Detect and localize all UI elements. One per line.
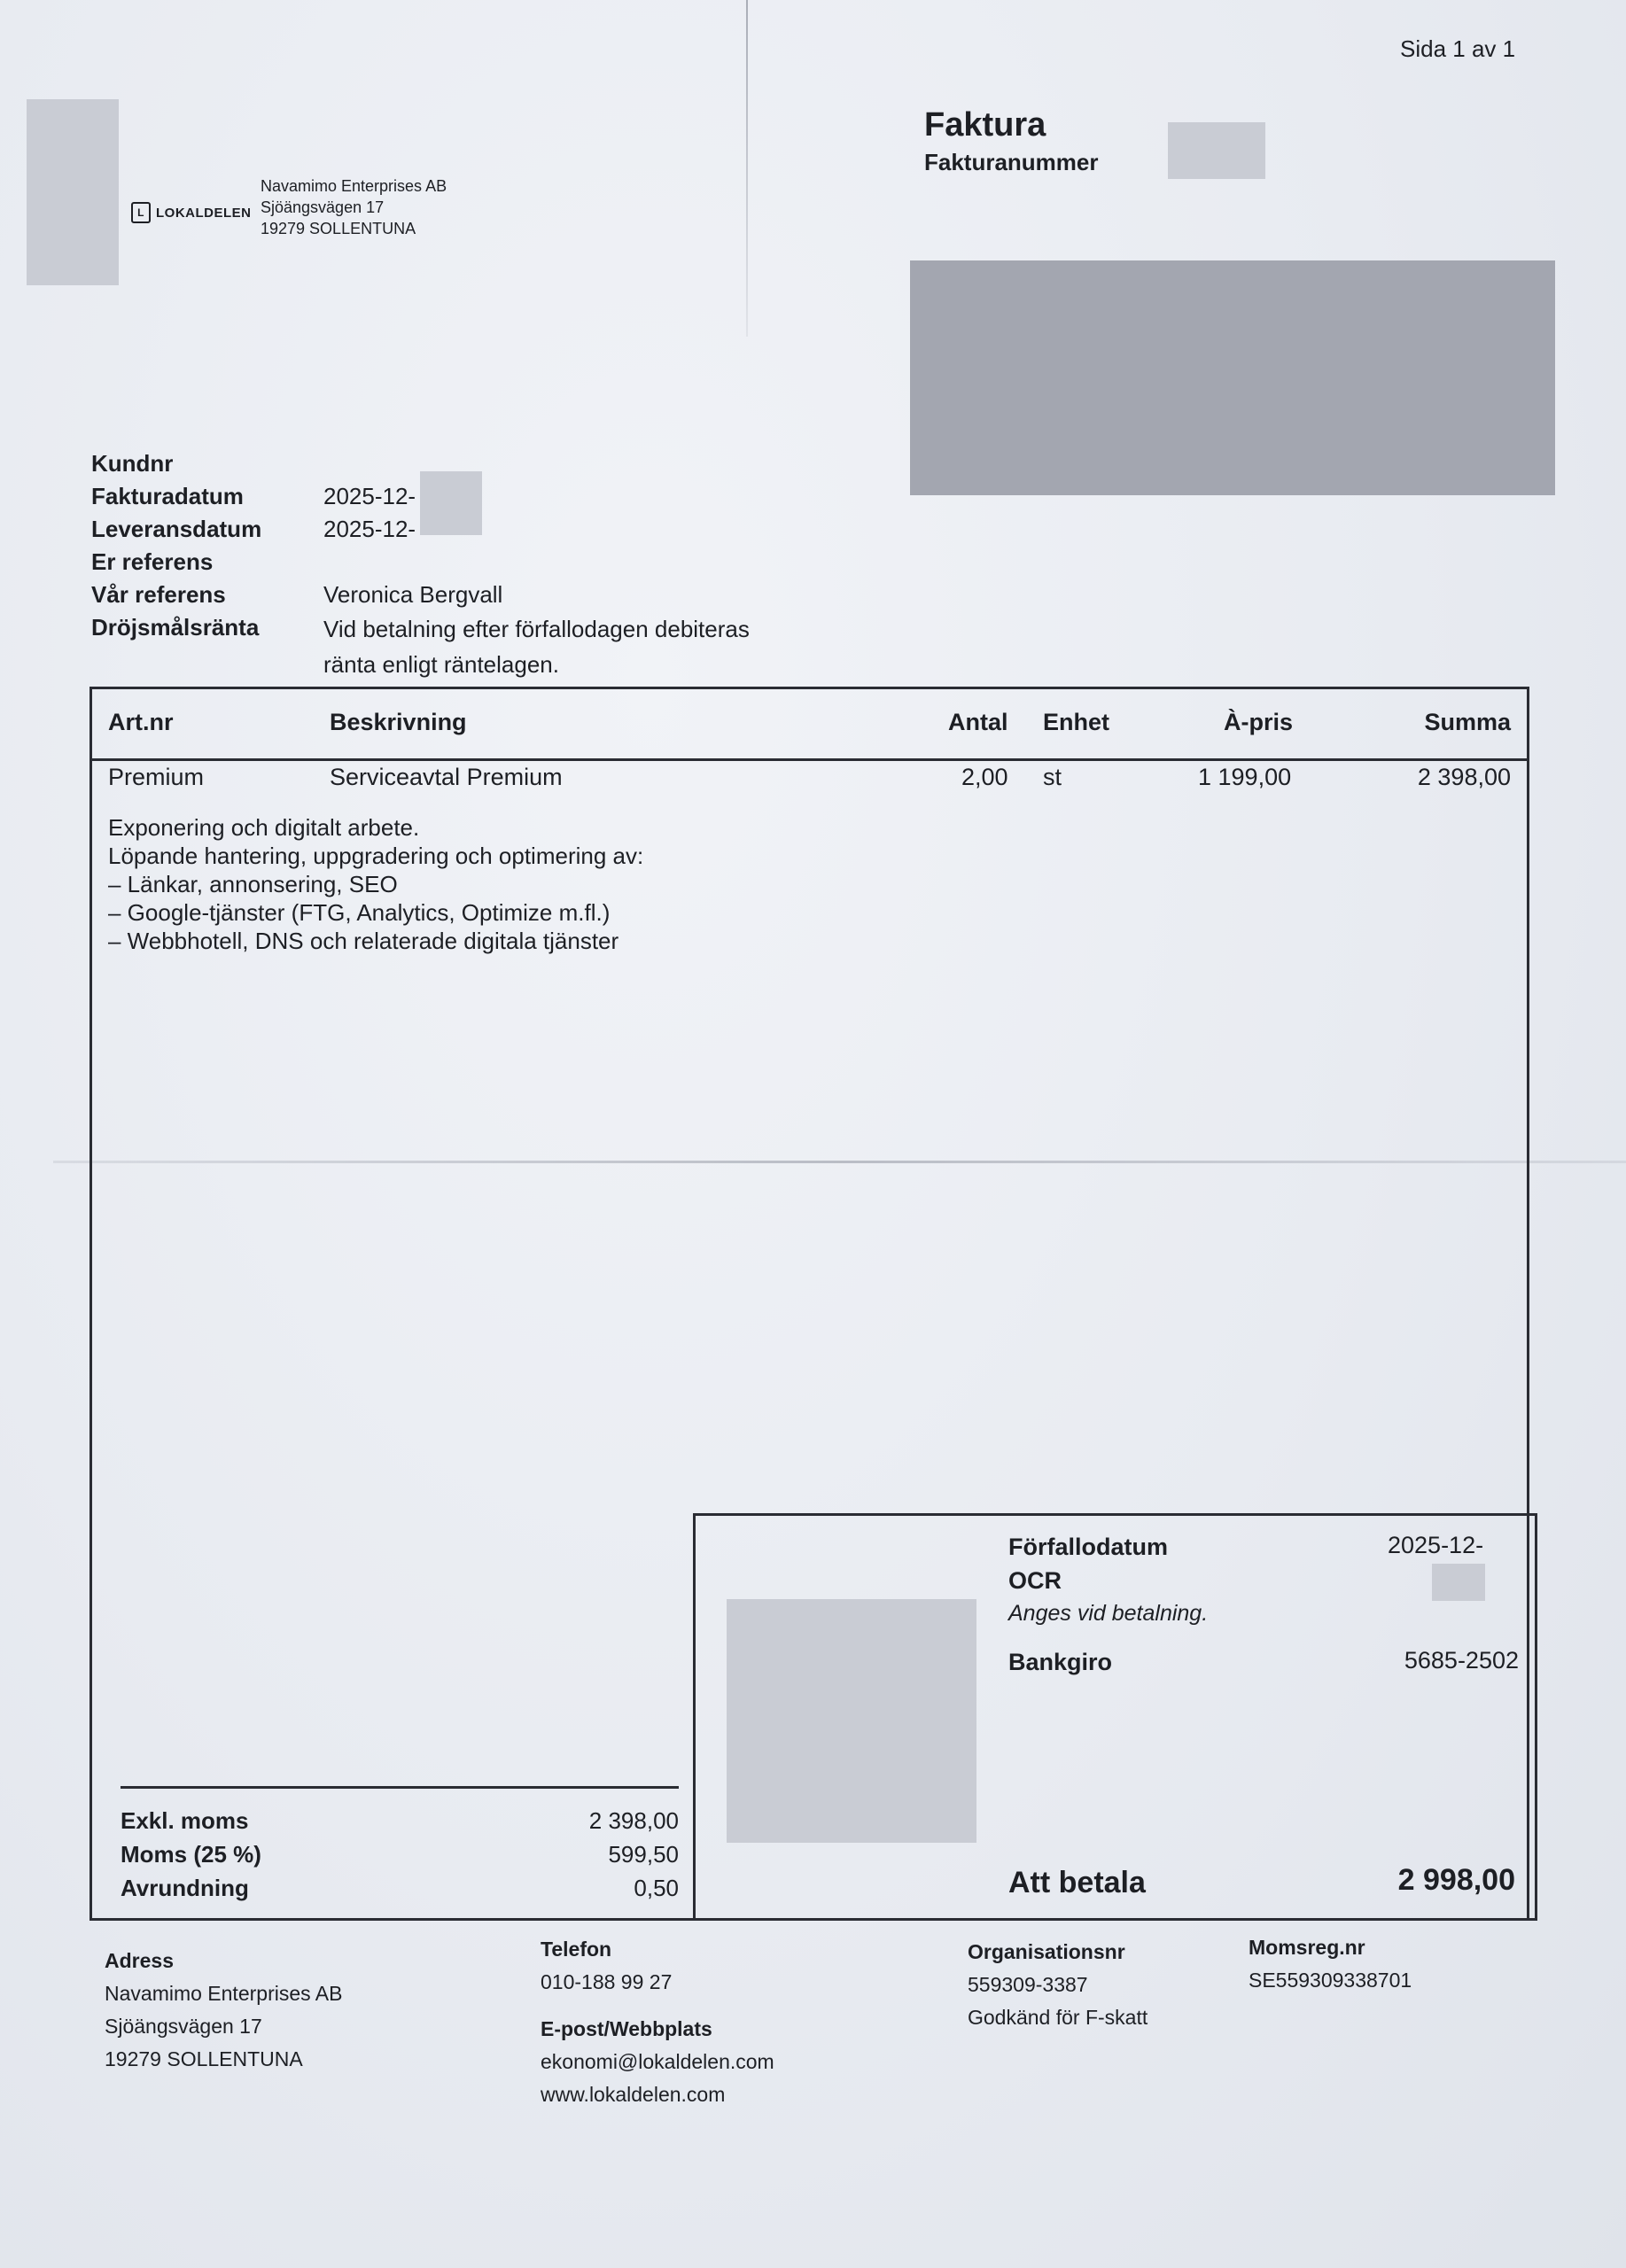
company-logo xyxy=(131,202,252,223)
footer-website[interactable]: www.lokaldelen.com xyxy=(541,2083,726,2106)
amount-due-label: Att betala xyxy=(1008,1866,1146,1899)
meta-value xyxy=(323,546,820,579)
footer-address-label: Adress xyxy=(105,1949,174,1972)
meta-row-our-reference xyxy=(91,579,820,611)
column-header-unit: Enhet xyxy=(1043,709,1110,735)
meta-row-your-reference xyxy=(91,546,820,579)
logo-mark-icon: L xyxy=(131,202,151,223)
footer-vat-value: SE559309338701 xyxy=(1249,1969,1412,1992)
cell-artnr: Premium xyxy=(108,764,205,790)
meta-label: Fakturadatum xyxy=(91,483,244,509)
redacted-recipient-address xyxy=(910,260,1555,495)
cell-quantity: 2,00 xyxy=(961,764,1008,790)
footer-web-label: E-post/Webbplats xyxy=(541,2017,712,2040)
ocr-label: OCR xyxy=(1008,1567,1062,1594)
meta-row-invoice-date xyxy=(91,480,820,513)
item-details xyxy=(108,813,643,955)
footer-contact xyxy=(541,1933,774,2111)
invoice-meta xyxy=(91,447,820,682)
invoice-number-label: Fakturanummer xyxy=(924,149,1099,175)
footer-address xyxy=(105,1945,342,2076)
meta-value xyxy=(323,611,820,682)
bankgiro-value: 5685-2502 xyxy=(1404,1647,1519,1674)
meta-value: 2025-12- xyxy=(323,516,416,542)
table-header xyxy=(92,689,1527,761)
due-date-value: 2025-12- xyxy=(1388,1532,1484,1558)
totals-row-rounding xyxy=(121,1871,679,1905)
footer-fskatt: Godkänd för F-skatt xyxy=(968,2006,1148,2029)
sender-name: Navamimo Enterprises AB xyxy=(261,177,447,195)
cell-unit-price: 1 199,00 xyxy=(1198,764,1292,790)
sender-street: Sjöängsvägen 17 xyxy=(261,198,385,216)
footer-address-street: Sjöängsvägen 17 xyxy=(105,2015,262,2038)
meta-label: Er referens xyxy=(91,548,214,575)
totals-label: Exkl. moms xyxy=(121,1807,249,1834)
sender-address xyxy=(261,175,447,239)
column-header-sum: Summa xyxy=(1424,709,1511,735)
ocr-note: Anges vid betalning. xyxy=(1008,1601,1209,1626)
detail-line: – Webbhotell, DNS och relaterade digitala tjänster xyxy=(108,928,619,954)
redacted-invoice-number xyxy=(1168,122,1265,179)
page-indicator: Sida 1 av 1 xyxy=(1400,35,1516,62)
due-date-label: Förfallodatum xyxy=(1008,1534,1168,1560)
page-title: Faktura xyxy=(924,106,1046,144)
totals-label: Avrundning xyxy=(121,1875,249,1901)
bankgiro-label: Bankgiro xyxy=(1008,1649,1113,1675)
column-header-description: Beskrivning xyxy=(330,709,467,735)
totals-row-excl-vat xyxy=(121,1804,679,1837)
sender-city: 19279 SOLLENTUNA xyxy=(261,220,416,237)
totals-value: 0,50 xyxy=(634,1875,679,1901)
cell-description: Serviceavtal Premium xyxy=(330,764,563,790)
payment-box xyxy=(693,1513,1537,1921)
column-header-unit-price: À-pris xyxy=(1224,709,1294,735)
totals-value: 599,50 xyxy=(608,1841,679,1868)
totals-divider xyxy=(121,1786,679,1789)
detail-line: Exponering och digitalt arbete. xyxy=(108,814,420,841)
meta-label: Leveransdatum xyxy=(91,516,262,542)
cell-unit: st xyxy=(1043,764,1062,790)
totals-value: 2 398,00 xyxy=(588,1807,679,1834)
totals-summary xyxy=(121,1804,679,1905)
meta-label: Kundnr xyxy=(91,450,174,477)
column-header-artnr: Art.nr xyxy=(108,709,174,735)
meta-row-late-interest xyxy=(91,611,820,682)
detail-line: Löpande hantering, uppgradering och optimering av: xyxy=(108,843,644,869)
footer-org-value: 559309-3387 xyxy=(968,1973,1088,1996)
meta-row-customer-number xyxy=(91,447,820,480)
footer-phone-value: 010-188 99 27 xyxy=(541,1970,673,1993)
meta-label: Dröjsmålsränta xyxy=(91,614,260,641)
meta-value xyxy=(323,447,820,480)
amount-due-value: 2 998,00 xyxy=(1397,1863,1515,1897)
totals-label: Moms (25 %) xyxy=(121,1841,261,1868)
paper-crease-vertical xyxy=(746,0,748,337)
footer-phone-label: Telefon xyxy=(541,1938,612,1961)
footer-org xyxy=(968,1936,1148,2034)
footer-vat xyxy=(1249,1931,1412,1997)
late-interest-line-1: Vid betalning efter förfallodagen debiteras xyxy=(323,616,750,642)
footer-address-city: 19279 SOLLENTUNA xyxy=(105,2047,303,2070)
logo-text: LOKALDELEN xyxy=(156,205,252,221)
footer-email[interactable]: ekonomi@lokaldelen.com xyxy=(541,2050,774,2073)
meta-value: 2025-12- xyxy=(323,483,416,509)
totals-row-vat xyxy=(121,1837,679,1871)
detail-line: – Länkar, annonsering, SEO xyxy=(108,871,398,897)
footer-vat-label: Momsreg.nr xyxy=(1249,1936,1365,1959)
meta-row-delivery-date xyxy=(91,513,820,546)
cell-sum: 2 398,00 xyxy=(1417,764,1511,790)
meta-value: Veronica Bergvall xyxy=(323,581,503,608)
footer-address-name: Navamimo Enterprises AB xyxy=(105,1982,343,2005)
detail-line: – Google-tjänster (FTG, Analytics, Optimize m.fl.) xyxy=(108,899,611,926)
late-interest-line-2: ränta enligt räntelagen. xyxy=(323,651,559,678)
column-header-quantity: Antal xyxy=(948,709,1008,735)
footer-org-label: Organisationsnr xyxy=(968,1940,1125,1963)
meta-label: Vår referens xyxy=(91,581,226,608)
redacted-logo-area xyxy=(27,99,119,285)
